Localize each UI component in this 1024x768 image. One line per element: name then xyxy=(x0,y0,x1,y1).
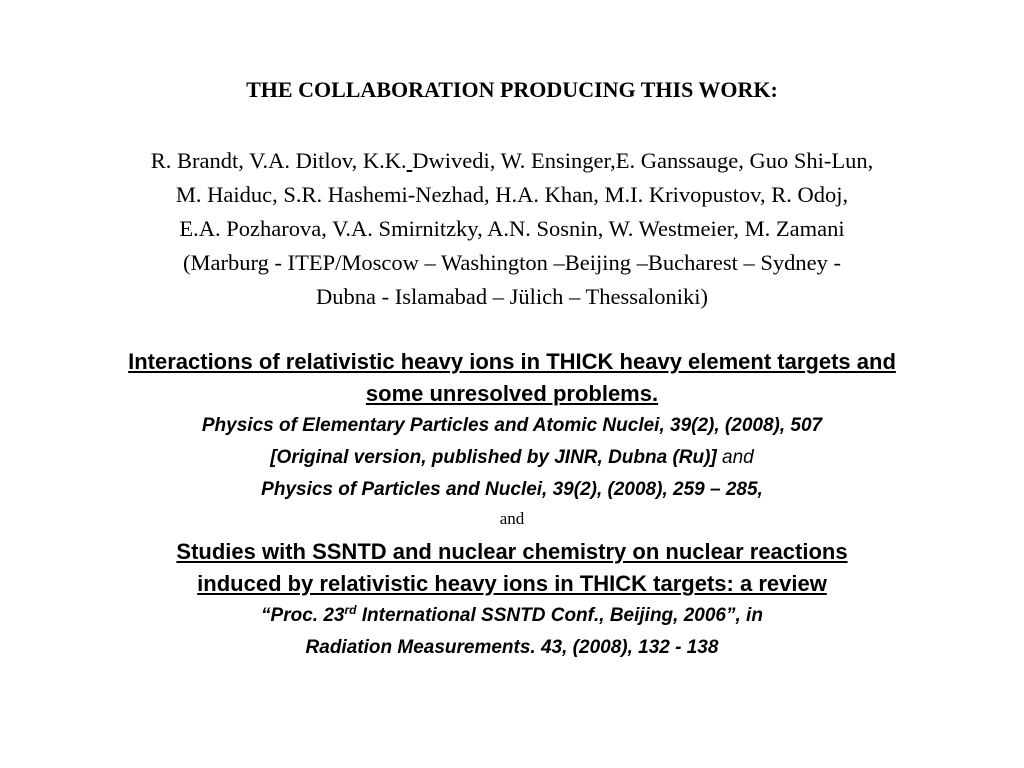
publication-2-reference-2: Radiation Measurements. 43, (2008), 132 - 138 xyxy=(305,637,719,658)
publication-1-and: and xyxy=(716,447,754,468)
author-list xyxy=(0,144,1024,314)
publication-2-reference-1-end: International SSNTD Conf., Beijing, 2006”, in xyxy=(356,605,763,626)
publication-1-title-line-1: Interactions of relativistic heavy ions in THICK heavy element targets and xyxy=(128,349,896,374)
connector-and: and xyxy=(499,509,525,528)
publication-2-title-line-2: induced by relativistic heavy ions in THICK targets: a review xyxy=(197,571,827,596)
publication-2-reference-1-superscript: rd xyxy=(344,603,357,617)
publication-1-title xyxy=(0,346,1024,410)
affiliation-line-2: Dubna - Islamabad – Jülich – Thessaloniki) xyxy=(315,284,708,309)
author-line-1 xyxy=(0,144,1024,178)
publication-2-title-line-1: Studies with SSNTD and nuclear chemistry on nuclear reactions xyxy=(176,539,848,564)
publication-1-reference-1: Physics of Elementary Particles and Atomic Nuclei, 39(2), (2008), 507 xyxy=(201,415,823,436)
author-line-1-start: R. Brandt, V.A. Ditlov, K.K. xyxy=(150,148,407,173)
publication-2-title xyxy=(0,536,1024,600)
publication-1-title-line-2: some unresolved problems. xyxy=(365,381,659,406)
author-line-3: E.A. Pozharova, V.A. Smirnitzky, A.N. Sosnin, W. Westmeier, M. Zamani xyxy=(179,216,845,241)
affiliation-line-1: (Marburg - ITEP/Moscow – Washington –Beijing –Bucharest – Sydney - xyxy=(183,250,841,275)
author-line-2: M. Haiduc, S.R. Hashemi-Nezhad, H.A. Khan, M.I. Krivopustov, R. Odoj, xyxy=(175,182,849,207)
author-line-1-end: Dwivedi, W. Ensinger,E. Ganssauge, Guo Shi-Lun, xyxy=(412,148,874,173)
publication-1-reference-3: Physics of Particles and Nuclei, 39(2), (2008), 259 – 285, xyxy=(261,479,763,500)
publication-1-original-version: [Original version, published by JINR, Dubna (Ru)] xyxy=(270,447,717,468)
publication-2-reference-1-start: “Proc. 23 xyxy=(261,605,345,626)
collaboration-heading: THE COLLABORATION PRODUCING THIS WORK: xyxy=(246,77,778,102)
publication-1-reference-2 xyxy=(0,442,1024,474)
publications xyxy=(0,346,1024,664)
publication-2-reference-1 xyxy=(0,600,1024,632)
